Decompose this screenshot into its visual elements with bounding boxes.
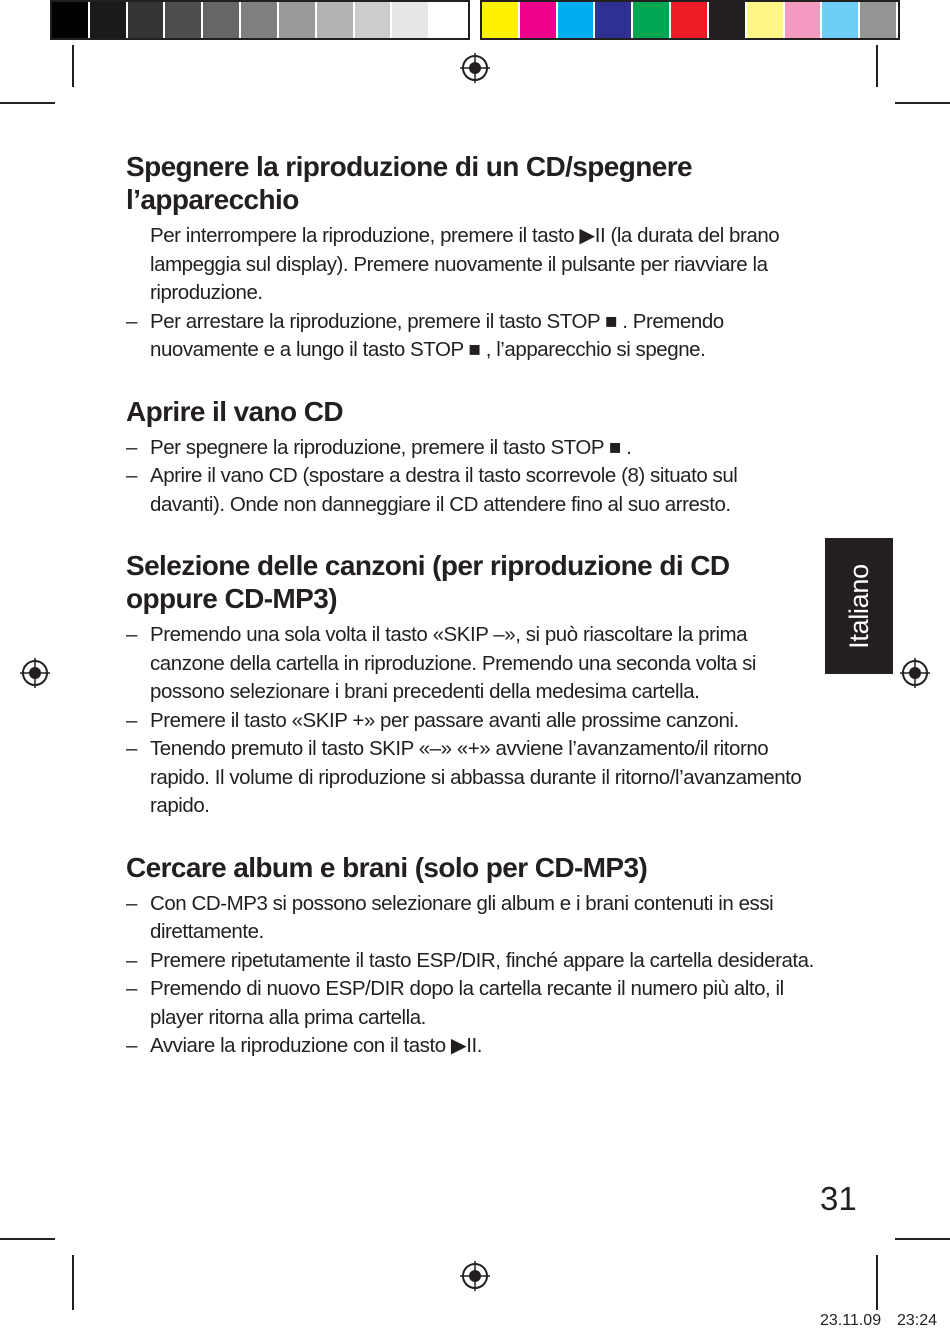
crop-mark xyxy=(0,1238,55,1240)
language-tab xyxy=(825,538,893,674)
list-item: – Avviare la riproduzione con il tasto ▶II. xyxy=(126,1034,482,1057)
color-swatch xyxy=(633,2,671,38)
list-item: – Con CD-MP3 si possono selezionare gli album e i brani contenuti in essi direttamente. xyxy=(126,891,774,943)
color-swatch xyxy=(165,2,203,38)
color-swatch xyxy=(430,2,468,38)
crop-mark xyxy=(895,1238,950,1240)
color-swatch xyxy=(128,2,166,38)
color-swatch xyxy=(520,2,558,38)
print-time: 23:24 xyxy=(897,1312,938,1329)
color-swatch xyxy=(279,2,317,38)
list-item-text: Tenendo premuto il tasto SKIP «–» «+» avviene l’avanzamento/il ritorno rapido. Il volume di riproduzione si abbassa durante il ritorno/l’avanzamento rapido. xyxy=(150,737,802,817)
grayscale-color-bar xyxy=(50,0,470,40)
color-swatch xyxy=(203,2,241,38)
registration-mark-icon xyxy=(20,658,50,688)
color-swatch xyxy=(90,2,128,38)
section-heading: Aprire il vano CD xyxy=(126,395,343,427)
section-heading: Cercare album e brani (solo per CD-MP3) xyxy=(126,851,648,883)
registration-mark-icon xyxy=(460,1261,490,1291)
list-item-text: Per interrompere la riproduzione, premere il tasto ▶II (la durata del brano lampeggia sul display). Premere nuovamente il pulsante per riavviare la riproduzione. xyxy=(150,224,780,304)
color-swatch xyxy=(671,2,709,38)
crop-mark xyxy=(895,102,950,104)
list-item: – Aprire il vano CD (spostare a destra il tasto scorrevole (8) situato sul davanti). Onde non danneggiare il CD attendere fino al suo arresto. xyxy=(126,464,738,516)
color-swatch xyxy=(785,2,823,38)
crop-mark xyxy=(876,45,878,87)
list-item-text: Premendo di nuovo ESP/DIR dopo la cartella recante il numero più alto, il player ritorna alla prima cartella. xyxy=(150,977,784,1029)
list-item: – Premere il tasto «SKIP +» per passare avanti alle prossime canzoni. xyxy=(126,708,739,732)
color-swatch xyxy=(709,2,747,38)
list-item: – Premere ripetutamente il tasto ESP/DIR, finché appare la cartella desiderata. xyxy=(126,948,814,972)
list-item xyxy=(126,222,816,308)
crop-mark xyxy=(72,45,74,87)
section-search-album xyxy=(126,851,816,1061)
list-item-text: Premendo una sola volta il tasto «SKIP –», si può riascoltare la prima canzone della cartella in riproduzione. Premendo una seconda volta si possono selezionare i brani precedenti della medesima cartella. xyxy=(150,623,756,703)
section-heading: Selezione delle canzoni (per riproduzione di CD oppure CD-MP3) xyxy=(126,550,730,614)
color-swatch xyxy=(558,2,596,38)
crop-mark xyxy=(72,1255,74,1310)
color-swatch xyxy=(747,2,785,38)
color-swatch xyxy=(317,2,355,38)
color-swatch xyxy=(595,2,633,38)
color-swatch xyxy=(482,2,520,38)
color-swatch xyxy=(355,2,393,38)
list-item: – Per spegnere la riproduzione, premere il tasto STOP ■ . xyxy=(126,435,632,459)
list-item-text: Avviare la riproduzione con il tasto ▶II. xyxy=(150,1034,482,1057)
print-date: 23.11.09 xyxy=(820,1312,882,1329)
list-item-text: Con CD-MP3 si possono selezionare gli album e i brani contenuti in essi direttamente. xyxy=(150,891,774,943)
process-color-bar xyxy=(480,0,900,40)
list-item-text: Aprire il vano CD (spostare a destra il tasto scorrevole (8) situato sul davanti). Onde non danneggiare il CD attendere fino al suo arresto. xyxy=(150,464,738,516)
color-swatch xyxy=(52,2,90,38)
color-swatch xyxy=(241,2,279,38)
crop-mark xyxy=(876,1255,878,1310)
manual-content xyxy=(126,150,816,1091)
crop-mark xyxy=(0,102,55,104)
list-item: – Premendo una sola volta il tasto «SKIP –», si può riascoltare la prima canzone della cartella in riproduzione. Premendo una seconda volta si possono selezionare i brani precedenti della medesima cartella. xyxy=(126,623,756,703)
color-swatch xyxy=(822,2,860,38)
registration-mark-icon xyxy=(460,53,490,83)
color-swatch xyxy=(860,2,898,38)
color-swatch xyxy=(392,2,430,38)
list-item-text: Per spegnere la riproduzione, premere il tasto STOP ■ . xyxy=(150,435,632,459)
registration-mark-icon xyxy=(900,658,930,688)
section-heading: Spegnere la riproduzione di un CD/spegnere l’apparecchio xyxy=(126,151,692,215)
list-item-text: Premere ripetutamente il tasto ESP/DIR, finché appare la cartella desiderata. xyxy=(150,948,814,972)
list-item: – Tenendo premuto il tasto SKIP «–» «+» avviene l’avanzamento/il ritorno rapido. Il volume di riproduzione si abbassa durante il ritorno/l’avanzamento rapido. xyxy=(126,737,802,817)
list-item: – Premendo di nuovo ESP/DIR dopo la cartella recante il numero più alto, il player ritorna alla prima cartella. xyxy=(126,977,784,1029)
list-item: – Per arrestare la riproduzione, premere il tasto STOP ■ . Premendo nuovamente e a lungo il tasto STOP ■ , l’apparecchio si spegne. xyxy=(126,309,724,361)
list-item-text: Per arrestare la riproduzione, premere il tasto STOP ■ . Premendo nuovamente e a lungo il tasto STOP ■ , l’apparecchio si spegne. xyxy=(150,309,724,361)
section-open-cd xyxy=(126,395,816,520)
page-number: 31 xyxy=(820,1180,857,1217)
language-tab-label: Italiano xyxy=(843,563,874,649)
section-song-selection xyxy=(126,549,816,821)
section-stop-playback xyxy=(126,150,816,365)
list-item-text: Premere il tasto «SKIP +» per passare avanti alle prossime canzoni. xyxy=(150,708,739,732)
